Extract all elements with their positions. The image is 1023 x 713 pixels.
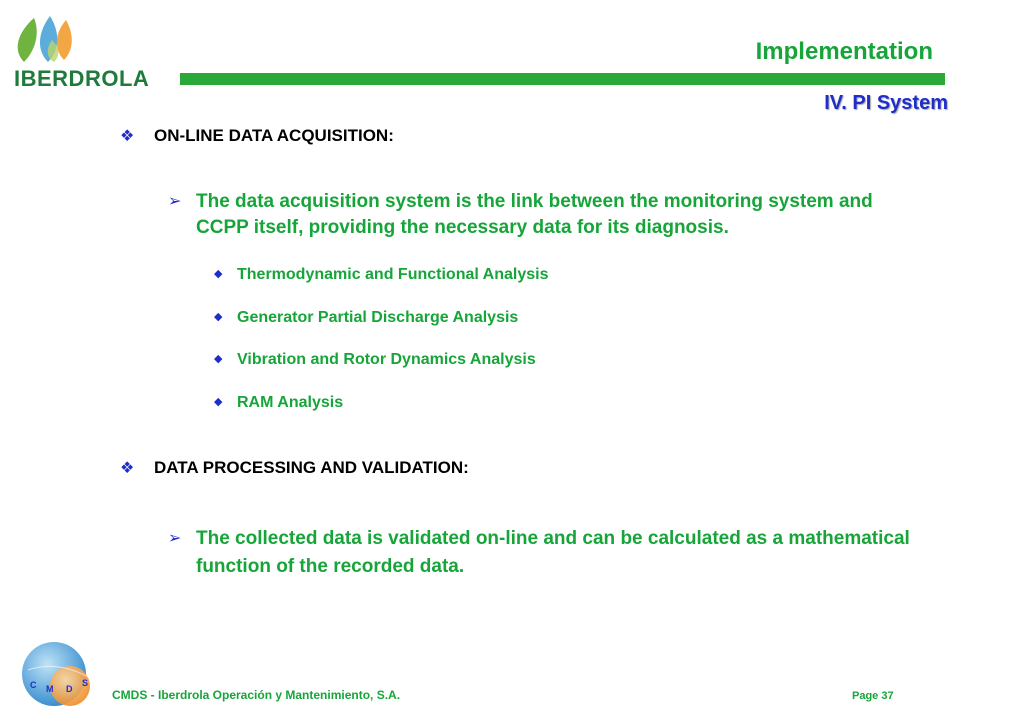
list-item-text: Thermodynamic and Functional Analysis	[237, 266, 549, 283]
cmds-letter: S	[82, 678, 89, 688]
page-number: Page 37	[852, 690, 894, 702]
header-bar	[180, 73, 945, 85]
four-diamond-icon: ❖	[120, 128, 135, 145]
list-item-text: RAM Analysis	[237, 394, 344, 411]
cmds-letter: C	[30, 680, 37, 690]
section1-heading-row	[120, 126, 394, 146]
diamond-icon: ◆	[214, 396, 223, 408]
header-title: Implementation	[755, 38, 933, 65]
list-item-text: Vibration and Rotor Dynamics Analysis	[237, 351, 536, 368]
section1-point-text: The data acquisition system is the link between the monitoring system and CCPP itself, providing the necessary data for its diagnosis.	[196, 191, 873, 238]
footer-company: CMDS - Iberdrola Operación y Mantenimiento, S.A.	[112, 688, 401, 702]
section-title: IV. PI System	[824, 92, 948, 114]
list-item	[214, 394, 343, 412]
diamond-icon: ◆	[214, 353, 223, 365]
list-item	[214, 351, 536, 369]
section2-heading-row	[120, 458, 469, 478]
list-item-text: Generator Partial Discharge Analysis	[237, 309, 519, 326]
globe-icon	[18, 640, 100, 708]
section2-point-text: The collected data is validated on-line and can be calculated as a mathematical function of the recorded data.	[196, 528, 910, 577]
section1-heading: ON-LINE DATA ACQUISITION:	[154, 126, 394, 145]
cmds-letter: M	[46, 684, 54, 694]
section2-heading: DATA PROCESSING AND VALIDATION:	[154, 458, 469, 477]
diamond-icon: ◆	[214, 268, 223, 280]
four-diamond-icon: ❖	[120, 460, 135, 477]
list-item	[214, 266, 548, 284]
section1-point	[168, 189, 928, 241]
section2-point	[168, 525, 928, 581]
cmds-letter: D	[66, 684, 73, 694]
arrow-right-icon: ➢	[168, 530, 182, 547]
logo-text: IBERDROLA	[14, 66, 150, 91]
list-item	[214, 309, 518, 327]
diamond-icon: ◆	[214, 311, 223, 323]
arrow-right-icon: ➢	[168, 193, 182, 210]
cmds-logo	[18, 640, 100, 708]
iberdrola-logo	[8, 10, 173, 92]
